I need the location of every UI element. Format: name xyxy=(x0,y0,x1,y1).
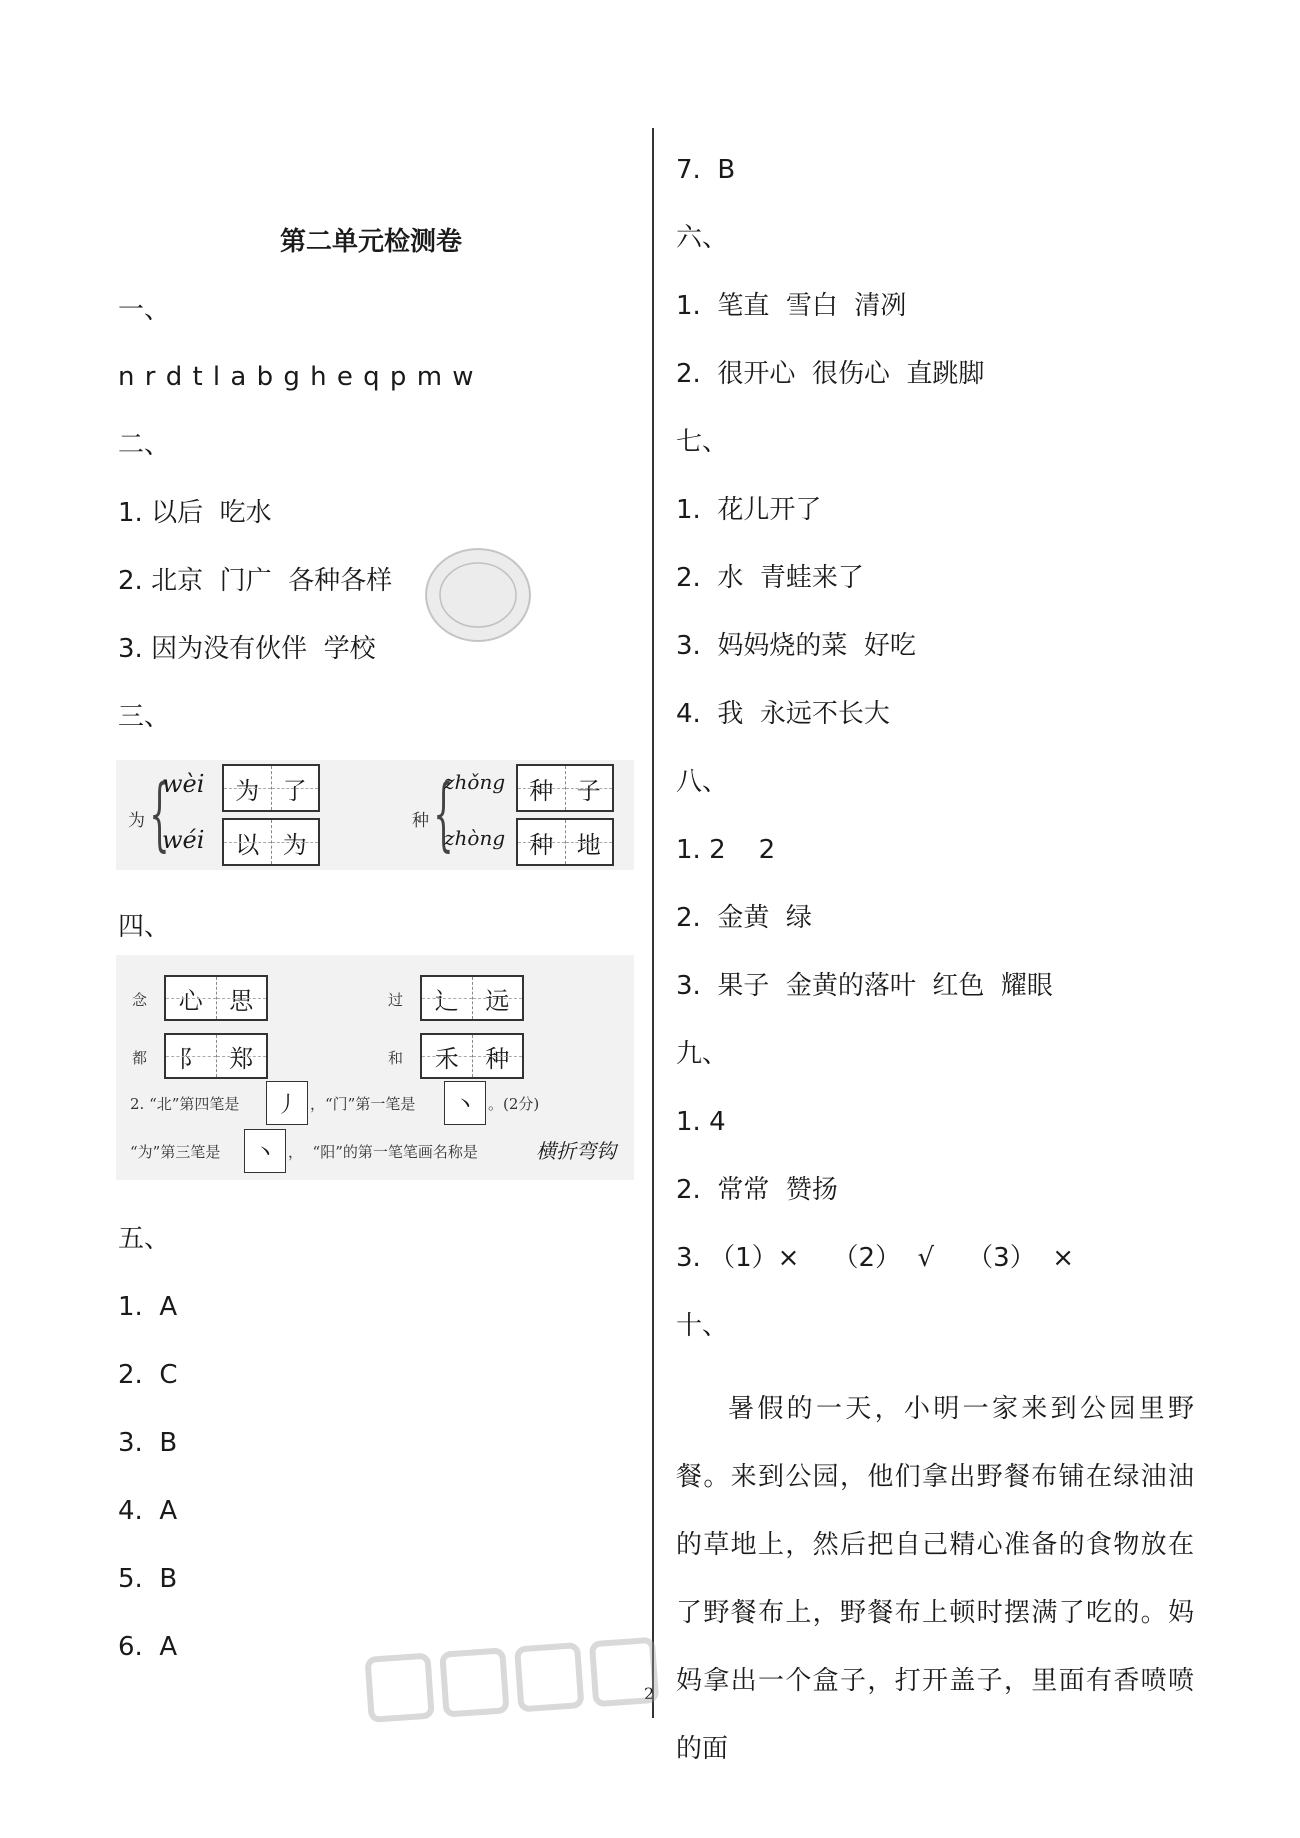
watermark-logo xyxy=(357,1630,663,1750)
section-9-heading: 九、 xyxy=(676,1039,729,1069)
section-3-heading: 三、 xyxy=(118,702,171,732)
list-item: 1. A xyxy=(118,1292,178,1322)
char-grid: 以 为 xyxy=(222,818,320,866)
handwritten-answer: 横折弯钩 xyxy=(536,1139,616,1163)
char-grid: 禾 种 xyxy=(420,1033,524,1079)
list-item: 7. B xyxy=(676,155,736,185)
brace-icon: { xyxy=(149,767,170,860)
list-item: 6. A xyxy=(118,1632,178,1662)
list-item: 1. 花儿开了 xyxy=(676,495,822,525)
list-item: 4. 我 永远不长大 xyxy=(676,699,890,729)
brace-icon: { xyxy=(433,767,454,860)
list-item: 3. 妈妈烧的菜 好吃 xyxy=(676,631,916,661)
column-divider xyxy=(652,128,654,1718)
section-4-heading: 四、 xyxy=(118,912,171,942)
watermark-icon xyxy=(357,1630,662,1731)
section-5-heading: 五、 xyxy=(118,1224,171,1254)
list-item: 2. C xyxy=(118,1360,178,1390)
question-text: 。(2分) xyxy=(488,1095,540,1113)
list-item: 1. 2 2 xyxy=(676,835,776,865)
list-item: 2. 水 青蛙来了 xyxy=(676,563,864,593)
list-item: 3. （1）× （2） √ （3） × xyxy=(676,1243,1075,1273)
page-title: 第二单元检测卷 xyxy=(280,227,463,257)
watermark-stamp-icon xyxy=(418,540,538,650)
section-6-heading: 六、 xyxy=(676,223,729,253)
label: 过 xyxy=(388,991,404,1009)
question-text: ， “阳”的第一笔笔画名称是 xyxy=(288,1143,478,1161)
answer-box: 丶 xyxy=(244,1129,286,1173)
list-item: 3. 因为没有伙伴 学校 xyxy=(118,634,376,664)
polyphone-char: 种 xyxy=(412,811,429,831)
label: 念 xyxy=(132,991,148,1009)
label: 和 xyxy=(388,1049,404,1067)
section-1-heading: 一、 xyxy=(118,295,171,325)
char-grid: 辶 远 xyxy=(420,975,524,1021)
essay-paragraph: 暑假的一天，小明一家来到公园里野餐。来到公园，他们拿出野餐布铺在绿油油的草地上，然后把自己精心准备的食物放在了野餐布上，野餐布上顿时摆满了吃的。妈妈拿出一个盒子，打开盖子，里面有香喷喷的面 xyxy=(676,1394,1194,1764)
section-3-scan xyxy=(116,760,634,870)
polyphone-char: 为 xyxy=(128,811,145,831)
pinyin: zhǒng xyxy=(444,770,506,794)
section-10-heading: 十、 xyxy=(676,1311,729,1341)
section-1-answer: n r d t l a b g h e q p m w xyxy=(118,362,475,392)
list-item: 2. 常常 赞扬 xyxy=(676,1175,838,1205)
list-item: 1. 以后 吃水 xyxy=(118,498,272,528)
answer-box: 丶 xyxy=(444,1081,486,1125)
section-2-heading: 二、 xyxy=(118,430,171,460)
char-grid: 为 了 xyxy=(222,764,320,812)
question-text: “为”第三笔是 xyxy=(130,1143,221,1161)
char-grid: 阝 郑 xyxy=(164,1033,268,1079)
answer-box: 丿 xyxy=(266,1081,308,1125)
list-item: 1. 笔直 雪白 清冽 xyxy=(676,291,907,321)
list-item: 2. 北京 门广 各种各样 xyxy=(118,566,393,596)
pinyin: wéi xyxy=(162,826,205,854)
list-item: 2. 很开心 很伤心 直跳脚 xyxy=(676,359,985,389)
question-text: ，“门”第一笔是 xyxy=(310,1095,416,1113)
char-grid: 种 子 xyxy=(516,764,614,812)
section-8-heading: 八、 xyxy=(676,767,729,797)
label: 都 xyxy=(132,1049,148,1067)
section-4-scan xyxy=(116,955,634,1180)
list-item: 2. 金黄 绿 xyxy=(676,903,812,933)
list-item: 5. B xyxy=(118,1564,178,1594)
section-7-heading: 七、 xyxy=(676,427,729,457)
char-grid: 心 思 xyxy=(164,975,268,1021)
page-number: 2 xyxy=(644,1684,655,1703)
pinyin: wèi xyxy=(162,770,205,798)
pinyin: zhòng xyxy=(444,826,506,850)
list-item: 3. 果子 金黄的落叶 红色 耀眼 xyxy=(676,971,1053,1001)
list-item: 3. B xyxy=(118,1428,178,1458)
list-item: 4. A xyxy=(118,1496,178,1526)
char-grid: 种 地 xyxy=(516,818,614,866)
question-text: 2. “北”第四笔是 xyxy=(130,1095,240,1113)
list-item: 1. 4 xyxy=(676,1107,726,1137)
